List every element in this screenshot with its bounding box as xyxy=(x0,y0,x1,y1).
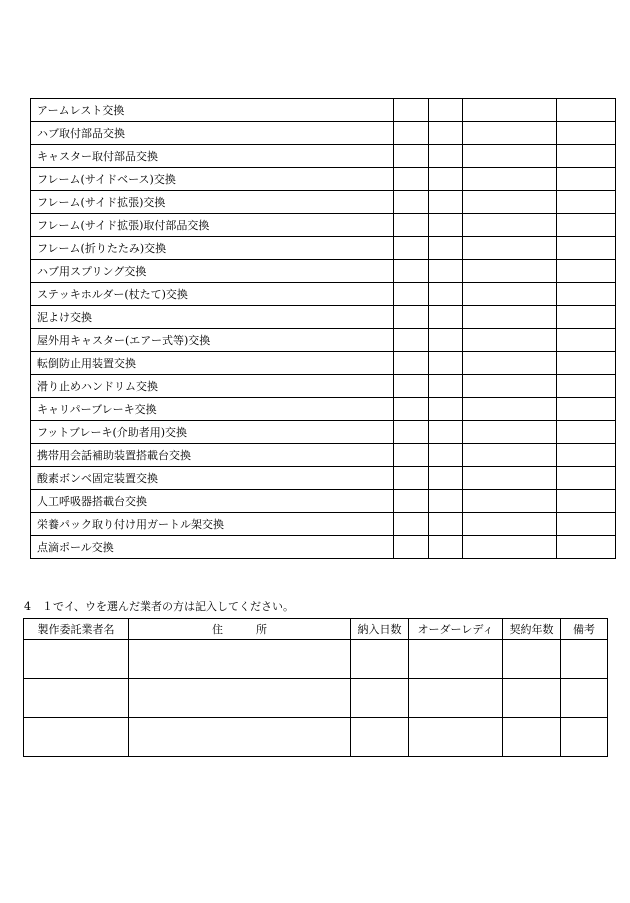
check-cell[interactable] xyxy=(463,168,557,191)
contract-years-cell[interactable] xyxy=(503,679,561,718)
check-cell[interactable] xyxy=(463,536,557,559)
check-cell[interactable] xyxy=(394,283,429,306)
check-cell[interactable] xyxy=(557,444,616,467)
check-cell[interactable] xyxy=(463,237,557,260)
part-item-label: フレーム(サイド拡張)取付部品交換 xyxy=(31,214,394,237)
vendor-name-cell[interactable] xyxy=(24,640,129,679)
parts-row xyxy=(31,375,616,398)
contract-years-cell[interactable] xyxy=(503,718,561,757)
header-address: 住 所 xyxy=(129,619,351,640)
check-cell[interactable] xyxy=(429,421,463,444)
check-cell[interactable] xyxy=(394,122,429,145)
order-ready-cell[interactable] xyxy=(409,640,503,679)
check-cell[interactable] xyxy=(463,467,557,490)
check-cell[interactable] xyxy=(463,99,557,122)
check-cell[interactable] xyxy=(429,145,463,168)
part-item-label: ステッキホルダー(杖たて)交換 xyxy=(31,283,394,306)
check-cell[interactable] xyxy=(463,306,557,329)
part-item-label: ハブ用スプリング交換 xyxy=(31,260,394,283)
parts-row xyxy=(31,306,616,329)
vendor-row xyxy=(24,640,608,679)
part-item-label: フレーム(サイド拡張)交換 xyxy=(31,191,394,214)
check-cell[interactable] xyxy=(394,398,429,421)
vendor-name-cell[interactable] xyxy=(24,718,129,757)
check-cell[interactable] xyxy=(429,99,463,122)
check-cell[interactable] xyxy=(463,214,557,237)
address-cell[interactable] xyxy=(129,679,351,718)
parts-row xyxy=(31,467,616,490)
parts-row xyxy=(31,536,616,559)
part-item-label: 屋外用キャスター(エアー式等)交換 xyxy=(31,329,394,352)
check-cell[interactable] xyxy=(429,168,463,191)
check-cell[interactable] xyxy=(557,260,616,283)
check-cell[interactable] xyxy=(557,214,616,237)
check-cell[interactable] xyxy=(394,490,429,513)
check-cell[interactable] xyxy=(429,375,463,398)
check-cell[interactable] xyxy=(463,260,557,283)
check-cell[interactable] xyxy=(463,513,557,536)
check-cell[interactable] xyxy=(394,168,429,191)
check-cell[interactable] xyxy=(557,536,616,559)
check-cell[interactable] xyxy=(557,375,616,398)
check-cell[interactable] xyxy=(394,99,429,122)
check-cell[interactable] xyxy=(429,191,463,214)
header-contract-years: 契約年数 xyxy=(503,619,561,640)
check-cell[interactable] xyxy=(557,306,616,329)
check-cell[interactable] xyxy=(557,168,616,191)
check-cell[interactable] xyxy=(463,191,557,214)
check-cell[interactable] xyxy=(394,352,429,375)
check-cell[interactable] xyxy=(463,398,557,421)
check-cell[interactable] xyxy=(557,283,616,306)
check-cell[interactable] xyxy=(557,145,616,168)
check-cell[interactable] xyxy=(429,352,463,375)
check-cell[interactable] xyxy=(394,260,429,283)
remarks-cell[interactable] xyxy=(561,679,608,718)
parts-table xyxy=(30,98,616,559)
vendor-row xyxy=(24,679,608,718)
check-cell[interactable] xyxy=(394,306,429,329)
parts-table-body xyxy=(31,99,616,559)
part-item-label: キャリパーブレーキ交換 xyxy=(31,398,394,421)
check-cell[interactable] xyxy=(429,467,463,490)
delivery-days-cell[interactable] xyxy=(351,679,409,718)
parts-row xyxy=(31,168,616,191)
check-cell[interactable] xyxy=(463,329,557,352)
header-order-ready: オーダーレディ xyxy=(409,619,503,640)
parts-row xyxy=(31,329,616,352)
check-cell[interactable] xyxy=(463,283,557,306)
check-cell[interactable] xyxy=(557,398,616,421)
check-cell[interactable] xyxy=(429,513,463,536)
check-cell[interactable] xyxy=(557,421,616,444)
part-item-label: キャスター取付部品交換 xyxy=(31,145,394,168)
check-cell[interactable] xyxy=(557,329,616,352)
parts-row xyxy=(31,283,616,306)
check-cell[interactable] xyxy=(463,375,557,398)
parts-row xyxy=(31,398,616,421)
vendor-row xyxy=(24,718,608,757)
check-cell[interactable] xyxy=(429,444,463,467)
parts-row xyxy=(31,145,616,168)
parts-row xyxy=(31,191,616,214)
check-cell[interactable] xyxy=(463,421,557,444)
check-cell[interactable] xyxy=(394,214,429,237)
part-item-label: 栄養パック取り付け用ガートル架交換 xyxy=(31,513,394,536)
delivery-days-cell[interactable] xyxy=(351,640,409,679)
remarks-cell[interactable] xyxy=(561,718,608,757)
check-cell[interactable] xyxy=(429,214,463,237)
check-cell[interactable] xyxy=(394,329,429,352)
check-cell[interactable] xyxy=(429,260,463,283)
part-item-label: フットブレーキ(介助者用)交換 xyxy=(31,421,394,444)
part-item-label: 人工呼吸器搭載台交換 xyxy=(31,490,394,513)
check-cell[interactable] xyxy=(463,352,557,375)
check-cell[interactable] xyxy=(557,513,616,536)
check-cell[interactable] xyxy=(557,352,616,375)
parts-row xyxy=(31,352,616,375)
check-cell[interactable] xyxy=(429,490,463,513)
remarks-cell[interactable] xyxy=(561,640,608,679)
parts-row xyxy=(31,214,616,237)
parts-row xyxy=(31,513,616,536)
vendor-table-header-row xyxy=(24,619,608,640)
part-item-label: 滑り止めハンドリム交換 xyxy=(31,375,394,398)
parts-row xyxy=(31,99,616,122)
check-cell[interactable] xyxy=(394,513,429,536)
check-cell[interactable] xyxy=(429,306,463,329)
parts-row xyxy=(31,260,616,283)
delivery-days-cell[interactable] xyxy=(351,718,409,757)
part-item-label: フレーム(サイドベース)交換 xyxy=(31,168,394,191)
part-item-label: 携帯用会話補助装置搭載台交換 xyxy=(31,444,394,467)
check-cell[interactable] xyxy=(557,122,616,145)
part-item-label: フレーム(折りたたみ)交換 xyxy=(31,237,394,260)
check-cell[interactable] xyxy=(394,444,429,467)
check-cell[interactable] xyxy=(557,467,616,490)
parts-row xyxy=(31,122,616,145)
header-remarks: 備考 xyxy=(561,619,608,640)
part-item-label: 泥よけ交換 xyxy=(31,306,394,329)
check-cell[interactable] xyxy=(463,490,557,513)
address-cell[interactable] xyxy=(129,640,351,679)
check-cell[interactable] xyxy=(394,375,429,398)
parts-row xyxy=(31,444,616,467)
part-item-label: 点滴ポール交換 xyxy=(31,536,394,559)
check-cell[interactable] xyxy=(394,421,429,444)
check-cell[interactable] xyxy=(394,237,429,260)
check-cell[interactable] xyxy=(463,122,557,145)
header-vendor-name: 製作委託業者名 xyxy=(24,619,129,640)
vendor-name-cell[interactable] xyxy=(24,679,129,718)
order-ready-cell[interactable] xyxy=(409,718,503,757)
check-cell[interactable] xyxy=(557,99,616,122)
contract-years-cell[interactable] xyxy=(503,640,561,679)
check-cell[interactable] xyxy=(429,283,463,306)
section-4-heading: 4 １でイ、ウを選んだ業者の方は記入してください。 xyxy=(24,600,295,613)
header-delivery-days: 納入日数 xyxy=(351,619,409,640)
check-cell[interactable] xyxy=(429,329,463,352)
part-item-label: アームレスト交換 xyxy=(31,99,394,122)
check-cell[interactable] xyxy=(394,191,429,214)
check-cell[interactable] xyxy=(557,191,616,214)
check-cell[interactable] xyxy=(463,444,557,467)
order-ready-cell[interactable] xyxy=(409,679,503,718)
check-cell[interactable] xyxy=(557,490,616,513)
check-cell[interactable] xyxy=(394,467,429,490)
parts-row xyxy=(31,490,616,513)
check-cell[interactable] xyxy=(463,145,557,168)
check-cell[interactable] xyxy=(429,237,463,260)
address-cell[interactable] xyxy=(129,718,351,757)
check-cell[interactable] xyxy=(429,536,463,559)
check-cell[interactable] xyxy=(394,536,429,559)
check-cell[interactable] xyxy=(429,398,463,421)
vendor-table xyxy=(23,618,608,757)
check-cell[interactable] xyxy=(394,145,429,168)
part-item-label: 転倒防止用装置交換 xyxy=(31,352,394,375)
part-item-label: ハブ取付部品交換 xyxy=(31,122,394,145)
check-cell[interactable] xyxy=(429,122,463,145)
check-cell[interactable] xyxy=(557,237,616,260)
part-item-label: 酸素ボンベ固定装置交換 xyxy=(31,467,394,490)
parts-row xyxy=(31,421,616,444)
parts-row xyxy=(31,237,616,260)
